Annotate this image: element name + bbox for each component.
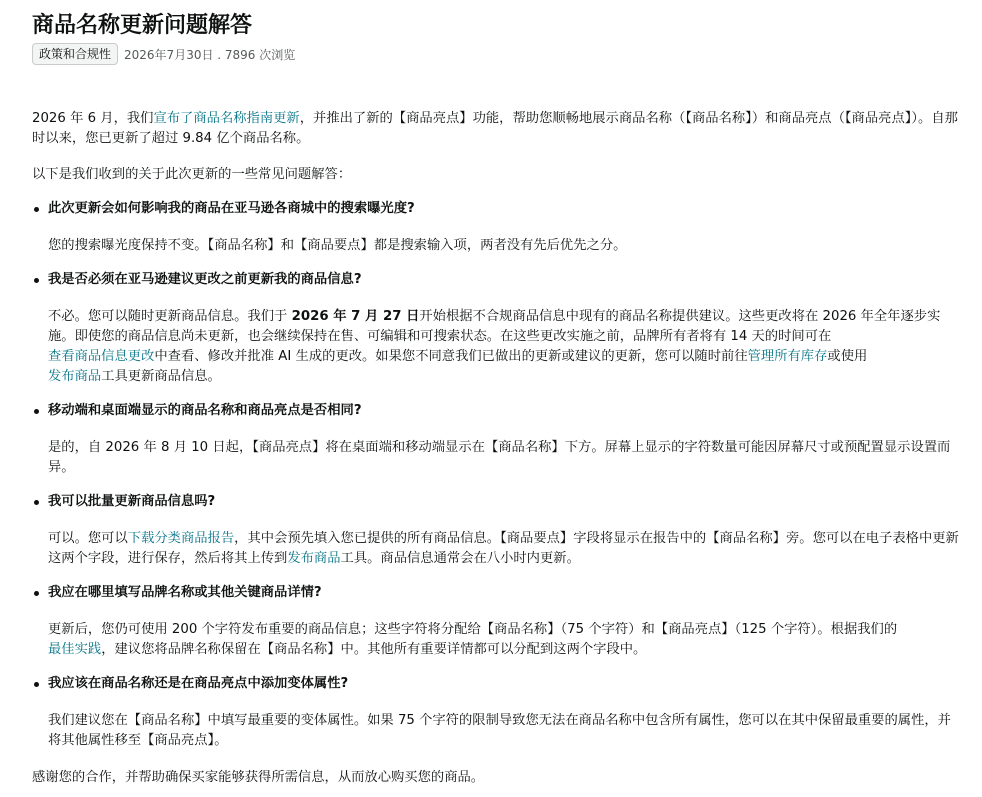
answer-text: ，建议您将品牌名称保留在【商品名称】中。其他所有重要详情都可以分配到这两个字段中。: [101, 642, 647, 657]
answer-text: 不必。您可以随时更新商品信息。我们于: [48, 309, 292, 324]
answer-text: 可以。您可以: [48, 531, 128, 546]
faq-question: 我是否必须在亚马逊建议更改之前更新我的商品信息?: [32, 270, 962, 290]
intro-text-2: ，并推出了新的【商品亮点】功能，帮助您顺畅地展示商品名称（【商品名称】）和商品亮点（【商品亮点】）。自那时以来，您已更新了超过 9.84 亿个商品名称。: [32, 111, 958, 146]
faq-item: [32, 401, 962, 478]
view-listing-changes-link[interactable]: 查看商品信息更改: [48, 349, 155, 364]
add-product-link[interactable]: 发布商品: [48, 369, 102, 384]
answer-text: 工具更新商品信息。: [101, 369, 221, 384]
faq-item: [32, 199, 962, 256]
answer-text: 您的搜索曝光度保持不变。【商品名称】和【商品要点】都是搜索输入项，两者没有先后优先之分。: [48, 238, 627, 253]
category-report-link[interactable]: 下载分类商品报告: [127, 531, 235, 546]
faq-item: [32, 674, 962, 751]
answer-date-bold: 2026 年 7 月 27 日: [291, 309, 420, 324]
best-practices-link[interactable]: 最佳实践: [48, 642, 102, 657]
faq-question: 我应在哪里填写品牌名称或其他关键商品详情?: [32, 583, 962, 603]
article-date-views: 2026年7月30日 . 7896 次浏览: [124, 47, 296, 62]
faq-item: [32, 583, 962, 660]
faq-answer: [32, 711, 962, 751]
faq-list: [32, 199, 962, 751]
faq-answer: [32, 236, 962, 256]
answer-text: 中查看、修改并批准 AI 生成的更改。如果您不同意我们已做出的更新或建议的更新，您可以随时前往: [154, 349, 748, 364]
faq-question: 移动端和桌面端显示的商品名称和商品亮点是否相同?: [32, 401, 962, 421]
category-tag[interactable]: 政策和合规性: [32, 43, 118, 65]
answer-text: 我们建议您在【商品名称】中填写最重要的变体属性。如果 75 个字符的限制导致您无法在商品名称中包含所有属性，您可以在其中保留最重要的属性，并将其他属性移至【商品亮点】。: [48, 713, 951, 748]
add-product-link[interactable]: 发布商品: [287, 551, 341, 566]
manage-inventory-link[interactable]: 管理所有库存: [747, 349, 828, 364]
faq-answer: [32, 307, 962, 387]
answer-text: 工具。商品信息通常会在八小时内更新。: [340, 551, 580, 566]
page-title: 商品名称更新问题解答: [32, 13, 253, 38]
answer-text: ，其中会预先填入您已提供的所有商品信息。【商品要点】字段将显示在报告中的【商品名称】旁。您可以在电子表格中更新这两个字段，进行保存，然后将其上传到: [48, 531, 959, 566]
intro-paragraph: [32, 109, 962, 149]
faq-answer: [32, 438, 962, 478]
closing-paragraph: 感谢您的合作，并帮助确保买家能够获得所需信息，从而放心购买您的商品。: [32, 770, 485, 785]
faq-lead: 以下是我们收到的关于此次更新的一些常见问题解答：: [32, 167, 352, 182]
faq-item: [32, 270, 962, 387]
answer-text: 是的，自 2026 年 8 月 10 日起，【商品亮点】将在桌面端和移动端显示在【商品名称】下方。屏幕上显示的字符数量可能因屏幕尺寸或预配置显示设置而异。: [48, 440, 951, 475]
faq-item: [32, 492, 962, 569]
answer-text: 或使用: [827, 349, 868, 364]
answer-text: 更新后，您仍可使用 200 个字符发布重要的商品信息；这些字符将分配给【商品名称】（75 个字符）和【商品亮点】（125 个字符）。根据我们的: [48, 622, 898, 637]
faq-question: 此次更新会如何影响我的商品在亚马逊各商城中的搜索曝光度?: [32, 199, 962, 219]
announcement-link[interactable]: 宣布了商品名称指南更新: [153, 111, 300, 126]
faq-question: 我可以批量更新商品信息吗?: [32, 492, 962, 512]
faq-question: 我应该在商品名称还是在商品亮点中添加变体属性?: [32, 674, 962, 694]
faq-answer: [32, 620, 962, 660]
intro-text-1: 2026 年 6 月，我们: [32, 111, 154, 126]
answer-text: 开始根据不合规商品信息中现有的商品名称提供建议。这些更改将在 2026 年全年逐步实施。即使您的商品信息尚未更新，也会继续保持在售、可编辑和可搜索状态。在这些更改实施之前，品牌所有者将有 14 天的时间可在: [48, 309, 941, 344]
faq-answer: [32, 529, 962, 569]
article: [32, 0, 962, 788]
article-meta: [32, 43, 962, 65]
